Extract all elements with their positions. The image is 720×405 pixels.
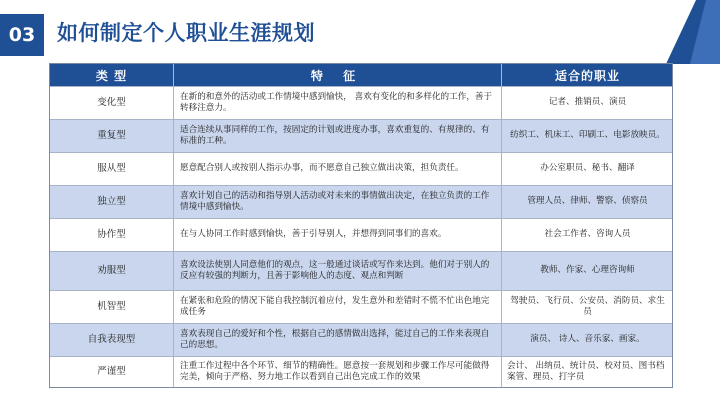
table-row <box>50 323 672 356</box>
jobs-cell: 演员、 诗人、音乐家、画家。 <box>501 324 673 356</box>
type-cell: 自我表现型 <box>87 333 136 345</box>
type-cell: 服从型 <box>97 162 126 174</box>
type-cell: 机智型 <box>97 300 126 312</box>
jobs-cell: 记者、推销员、演员 <box>501 87 673 119</box>
type-cell: 独立型 <box>97 195 126 207</box>
feature-cell: 愿意配合别人或按别人指示办事，而不愿意自己独立做出决策，担负责任。 <box>173 153 501 185</box>
table-row <box>50 290 672 323</box>
feature-cell: 适合连续从事同样的工作，按固定的计划或进度办事，喜欢重复的、有规律的、有标准的工种。 <box>173 120 501 152</box>
table-row <box>50 185 672 218</box>
feature-cell: 在新的和意外的活动或工作情境中感到愉快， 喜欢有变化的和多样化的工作，善于转移注意力。 <box>173 87 501 119</box>
feature-cell: 喜欢表现自己的爱好和个性，根据自己的感情做出选择，能过自己的工作来表现自己的思想。 <box>173 324 501 356</box>
table-row <box>50 218 672 251</box>
column-header-jobs: 适合的职业 <box>554 68 620 83</box>
jobs-cell: 办公室职员、秘书、翻译 <box>501 153 673 185</box>
table-row <box>50 152 672 185</box>
corner-decoration <box>666 0 720 64</box>
section-number: 03 <box>0 14 44 56</box>
table-row <box>50 86 672 119</box>
jobs-cell: 教师、作家、心理咨询师 <box>501 252 673 290</box>
type-cell: 变化型 <box>97 96 126 108</box>
table-row <box>50 251 672 290</box>
jobs-cell: 会计、 出纳员、统计员、校对员、图书档案管、理员、打字员 <box>501 357 673 387</box>
column-header-feature: 特 征 <box>310 68 364 83</box>
jobs-cell: 管理人员、律师、警察、侦察员 <box>501 186 673 218</box>
feature-cell: 注重工作过程中各个环节、细节的精确性。愿意按一套规划和步骤工作尽可能做得完美，倾向于严格、努力地工作以看到自己出色完成工作的效果 <box>173 357 501 387</box>
jobs-cell: 驾驶员、飞行员、公安员、消防员、求生员 <box>501 291 673 323</box>
type-cell: 重复型 <box>97 129 126 141</box>
career-type-table <box>49 63 673 388</box>
slide-header <box>0 0 720 72</box>
jobs-cell: 纺织工、机床工、印刷工、电影放映员。 <box>501 120 673 152</box>
type-cell: 劝服型 <box>97 264 126 276</box>
feature-cell: 喜欢计划自己的活动和指导别人活动或对未来的事情做出决定，在独立负责的工作情境中感到愉快。 <box>173 186 501 218</box>
table-header <box>50 64 672 86</box>
feature-cell: 在与人协同工作时感到愉快，善于引导别人，并想得到同事们的喜欢。 <box>173 219 501 251</box>
table-row <box>50 119 672 152</box>
table-row <box>50 356 672 387</box>
feature-cell: 喜欢设法使别人同意他们的观点，这一般通过谈话或写作来达到。他们对于别人的反应有较强的判断力，且善于影响他人的态度、观点和判断 <box>173 252 501 290</box>
type-cell: 严谨型 <box>97 365 126 377</box>
jobs-cell: 社会工作者、咨询人员 <box>501 219 673 251</box>
slide-title: 如何制定个人职业生涯规划 <box>57 21 315 45</box>
feature-cell: 在紧张和危险的情况下能自我控制沉着应付，发生意外和差错时不慌不忙出色地完成任务 <box>173 291 501 323</box>
type-cell: 协作型 <box>97 228 126 240</box>
column-header-type: 类 型 <box>95 68 128 83</box>
